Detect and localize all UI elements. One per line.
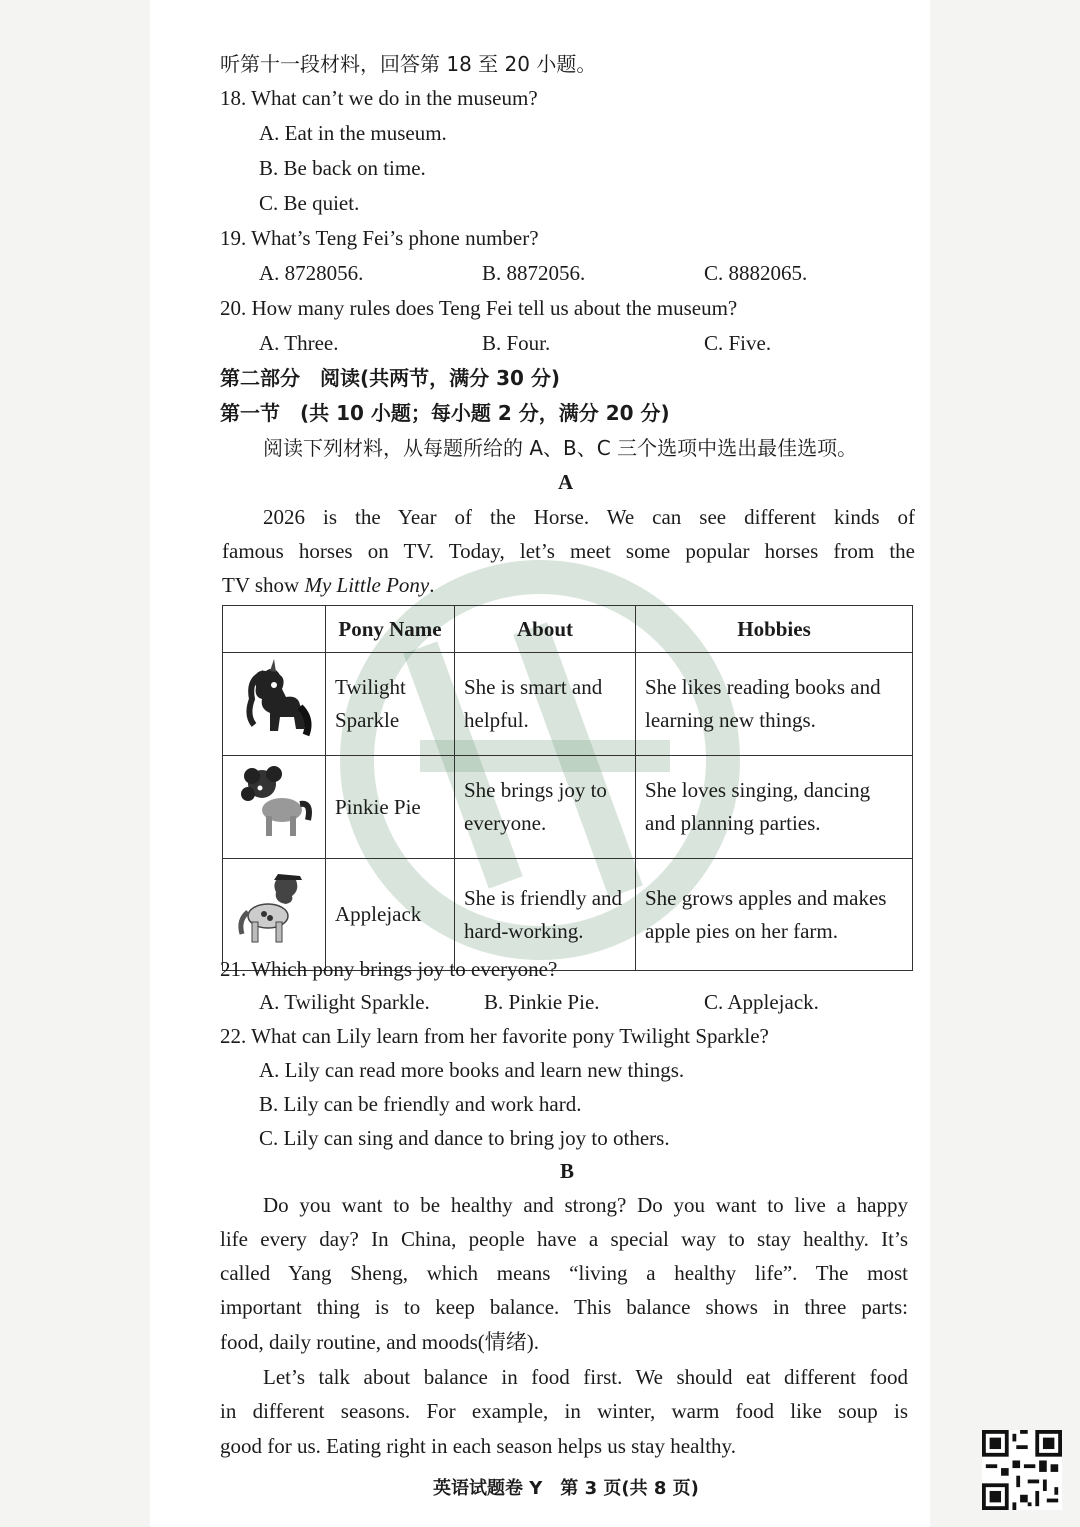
question-22-option-b[interactable]: B. Lily can be friendly and work hard. (259, 1092, 582, 1116)
question-22-stem: 22. What can Lily learn from her favorite pony Twilight Sparkle? (220, 1024, 769, 1048)
question-18-option-a[interactable]: A. Eat in the museum. (259, 121, 447, 145)
pony-name: Pinkie Pie (326, 756, 455, 859)
question-22-option-a[interactable]: A. Lily can read more books and learn new things. (259, 1058, 685, 1082)
reading-instruction: 阅读下列材料，从每题所给的 A、B、C 三个选项中选出最佳选项。 (263, 436, 858, 460)
passage-b-line: called Yang Sheng, which means “living a healthy life”. The most (220, 1261, 908, 1285)
question-21-option-a[interactable]: A. Twilight Sparkle. (259, 990, 430, 1014)
question-21-option-c[interactable]: C. Applejack. (704, 990, 819, 1014)
pony-name: Applejack (326, 859, 455, 971)
question-18-option-b[interactable]: B. Be back on time. (259, 156, 426, 180)
question-19-option-b[interactable]: B. 8872056. (482, 261, 586, 285)
question-22-option-c[interactable]: C. Lily can sing and dance to bring joy to others. (259, 1126, 670, 1150)
pony-hobbies: She grows apples and makes apple pies on her farm. (636, 859, 913, 971)
passage-a-line: TV show My Little Pony. (222, 573, 435, 597)
pony-about: She brings joy to everyone. (455, 756, 636, 859)
question-20-stem: 20. How many rules does Teng Fei tell us about the museum? (220, 296, 738, 320)
question-18-stem: 18. What can’t we do in the museum? (220, 86, 538, 110)
qr-code-icon (982, 1430, 1062, 1510)
table-header-row (223, 606, 913, 653)
table-row (223, 756, 913, 859)
show-title: My Little Pony (304, 573, 430, 597)
passage-a-line: 2026 is the Year of the Horse. We can see different kinds of (263, 505, 915, 529)
question-20-option-a[interactable]: A. Three. (259, 331, 339, 355)
passage-b-line: life every day? In China, people have a special way to stay healthy. It’s (220, 1227, 908, 1251)
table-header (223, 606, 326, 653)
reading-part-title: 第二部分 阅读(共两节，满分 30 分) (220, 366, 561, 390)
passage-b-line: Let’s talk about balance in food first. We should eat different food (263, 1365, 908, 1389)
passage-b-line: Do you want to be healthy and strong? Do you want to live a happy (263, 1193, 908, 1217)
question-20-option-c[interactable]: C. Five. (704, 331, 772, 355)
pony-hobbies: She loves singing, dancing and planning parties. (636, 756, 913, 859)
table-header: About (455, 606, 636, 653)
question-21-stem: 21. Which pony brings joy to everyone? (220, 957, 558, 981)
page-footer: 英语试题卷 Y 第 3 页(共 8 页) (433, 1478, 699, 1499)
question-19-stem: 19. What’s Teng Fei’s phone number? (220, 226, 539, 250)
passage-b-label: B (560, 1159, 575, 1183)
table-row (223, 859, 913, 971)
pony-image-twilight-sparkle (223, 653, 326, 756)
pony-image-applejack (223, 859, 326, 971)
passage-b-line: food, daily routine, and moods(情绪). (220, 1330, 540, 1354)
pony-about: She is friendly and hard-working. (455, 859, 636, 971)
passage-a-label: A (558, 470, 574, 494)
passage-b-line: in different seasons. For example, in winter, warm food like soup is (220, 1399, 908, 1423)
table-header: Pony Name (326, 606, 455, 653)
reading-section-title: 第一节 (共 10 小题；每小题 2 分，满分 20 分) (220, 401, 670, 425)
pony-name: Twilight Sparkle (326, 653, 455, 756)
question-19-option-a[interactable]: A. 8728056. (259, 261, 364, 285)
pony-table (222, 605, 913, 971)
passage-b-line: important thing is to keep balance. This balance shows in three parts: (220, 1295, 908, 1319)
table-row (223, 653, 913, 756)
question-20-option-b[interactable]: B. Four. (482, 331, 551, 355)
passage-a-line: famous horses on TV. Today, let’s meet some popular horses from the (222, 539, 915, 563)
table-header: Hobbies (636, 606, 913, 653)
listening-instruction: 听第十一段材料，回答第 18 至 20 小题。 (220, 52, 597, 76)
question-18-option-c[interactable]: C. Be quiet. (259, 191, 360, 215)
question-21-option-b[interactable]: B. Pinkie Pie. (484, 990, 600, 1014)
pony-image-pinkie-pie (223, 756, 326, 859)
question-19-option-c[interactable]: C. 8882065. (704, 261, 808, 285)
pony-about: She is smart and helpful. (455, 653, 636, 756)
passage-b-line: good for us. Eating right in each season helps us stay healthy. (220, 1434, 736, 1458)
pony-hobbies: She likes reading books and learning new things. (636, 653, 913, 756)
